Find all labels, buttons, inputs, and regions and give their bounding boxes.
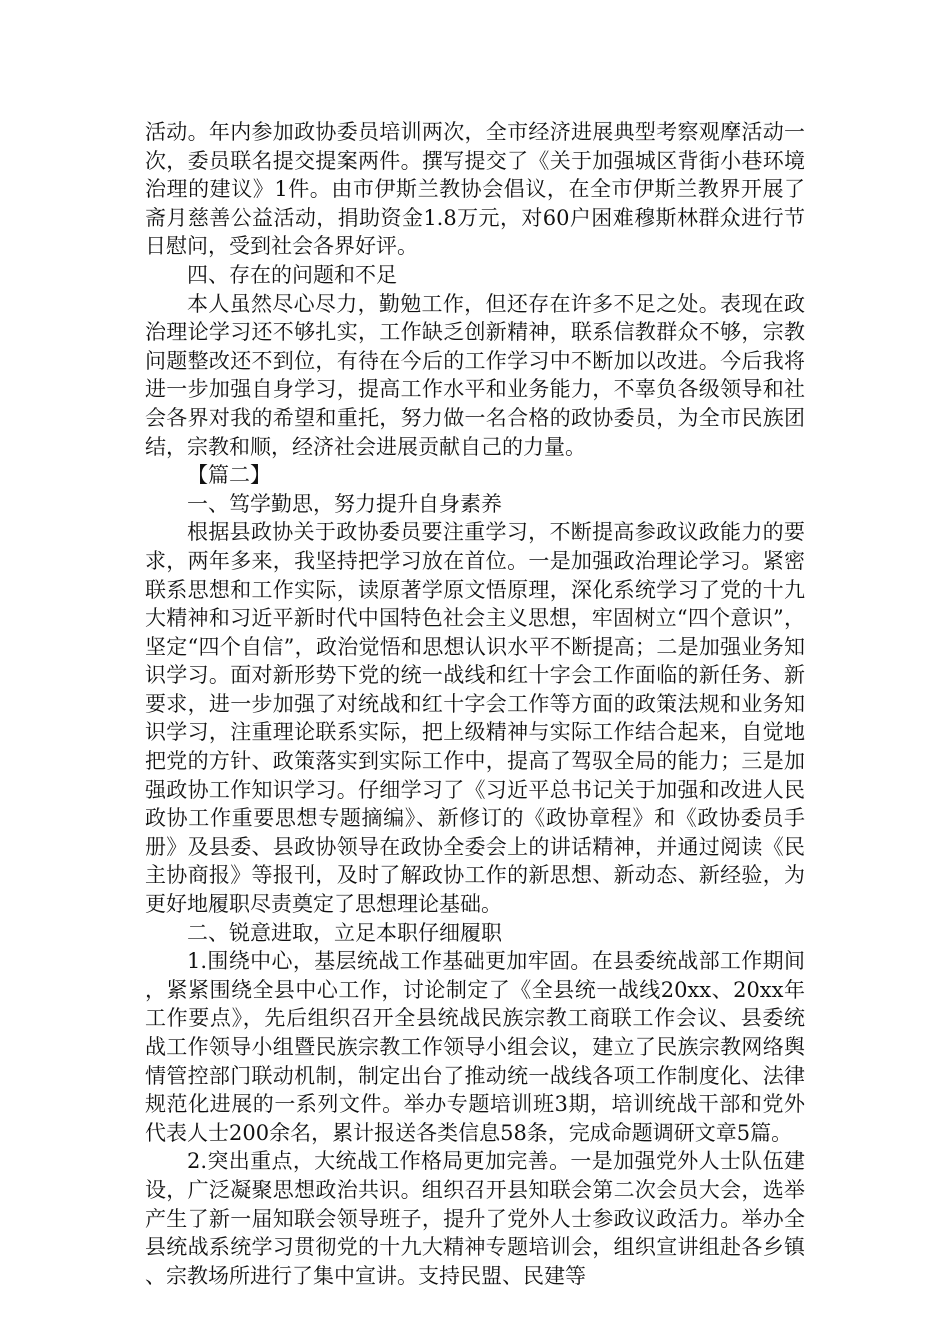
paragraph-3: 根据县政协关于政协委员要注重学习，不断提高参政议政能力的要求，两年多来，我坚持把学习放在首位。一是加强政治理论学习。紧密联系思想和工作实际，读原著学原文悟原理，深化系统学习了党的十九大精神和习近平新时代中国特色社会主义思想，牢固树立“四个意识”，坚定“四个自信”，政治觉悟和思想认识水平不断提高；二是加强业务知识学习。面对新形势下党的统一战线和红十字会工作面临的新任务、新要求，进一步加强了对统战和红十字会工作等方面的政策法规和业务知识学习，注重理论联系实际，把上级精神与实际工作结合起来，自觉地把党的方针、政策落实到实际工作中，提高了驾驭全局的能力；三是加强政协工作知识学习。仔细学习了《习近平总书记关于加强和改进人民政协工作重要思想专题摘编》、新修订的《政协章程》和《政协委员手册》及县委、县政协领导在政协全委会上的讲话精神，并通过阅读《民主协商报》等报刊，及时了解政协工作的新思想、新动态、新经验，为更好地履职尽责奠定了思想理论基础。 (145, 520, 805, 917)
document-page (145, 118, 805, 1290)
section-heading-1: 一、笃学勤思，努力提升自身素养 (187, 491, 502, 516)
paragraph-1: 活动。年内参加政协委员培训两次，全市经济进展典型考察观摩活动一次，委员联名提交提案两件。撰写提交了《关于加强城区背街小巷环境治理的建议》1件。由市伊斯兰教协会倡议，在全市伊斯兰教界开展了斋月慈善公益活动，捐助资金1.8万元，对60户困难穆斯林群众进行节日慰问，受到社会各界好评。 (145, 120, 805, 259)
part-heading-2: 【篇二】 (187, 463, 271, 488)
paragraph-5: 2.突出重点，大统战工作格局更加完善。一是加强党外人士队伍建设，广泛凝聚思想政治共识。组织召开县知联会第二次会员大会，选举产生了新一届知联会领导班子，提升了党外人士参政议政活力。举办全县统战系统学习贯彻党的十九大精神专题培训会，组织宣讲组赴各乡镇、宗教场所进行了集中宣讲。支持民盟、民建等 (145, 1149, 805, 1288)
paragraph-2: 本人虽然尽心尽力，勤勉工作，但还存在许多不足之处。表现在政治理论学习还不够扎实，工作缺乏创新精神，联系信教群众不够，宗教问题整改还不到位，有待在今后的工作学习中不断加以改进。今后我将进一步加强自身学习，提高工作水平和业务能力，不辜负各级领导和社会各界对我的希望和重托，努力做一名合格的政协委员，为全市民族团结，宗教和顺，经济社会进展贡献自己的力量。 (145, 291, 805, 459)
section-heading-4: 四、存在的问题和不足 (187, 262, 397, 287)
paragraph-4: 1.围绕中心，基层统战工作基础更加牢固。在县委统战部工作期间，紧紧围绕全县中心工作，讨论制定了《全县统一战线20xx、20xx年工作要点》，先后组织召开全县统战民族宗教工商联工作会议、县委统战工作领导小组暨民族宗教工作领导小组会议，建立了民族宗教网络舆情管控部门联动机制，制定出台了推动统一战线各项工作制度化、法律规范化进展的一系列文件。举办专题培训班3期，培训统战干部和党外代表人士200余名，累计报送各类信息58条，完成命题调研文章5篇。 (145, 949, 805, 1145)
section-heading-2: 二、锐意进取，立足本职仔细履职 (187, 920, 502, 945)
